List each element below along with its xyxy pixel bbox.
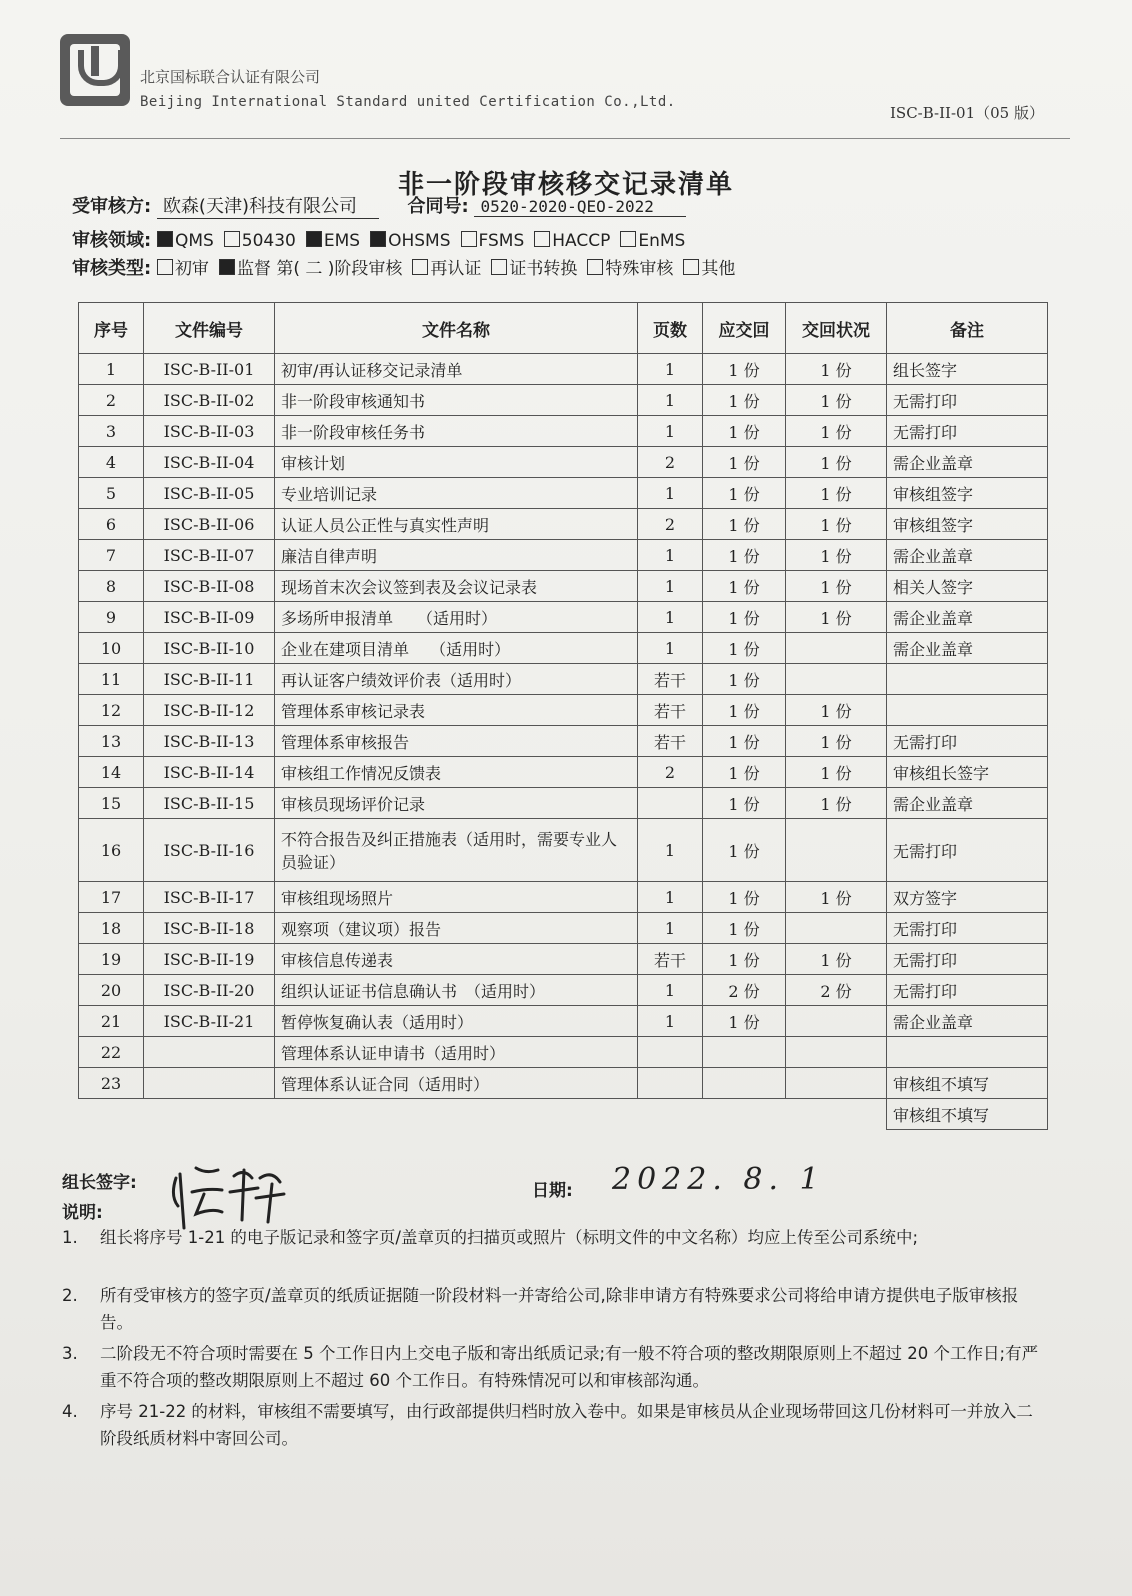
cell-pages: 1 (638, 819, 703, 882)
cell-pages: 1 (638, 602, 703, 633)
option-label: FSMS (478, 231, 525, 251)
type-options (157, 258, 745, 279)
checkbox-checked-icon[interactable] (157, 231, 173, 247)
cell-name: 观察项（建议项）报告 (275, 913, 638, 944)
checkbox-checked-icon[interactable] (370, 231, 386, 247)
cell-due: 1 份 (703, 540, 786, 571)
cell-pages: 1 (638, 882, 703, 913)
cell-no: 4 (79, 447, 144, 478)
cell-pages: 1 (638, 416, 703, 447)
cell-due: 1 份 (703, 447, 786, 478)
cell-pages (638, 1037, 703, 1068)
domain-row (72, 226, 695, 252)
cell-due: 2 份 (703, 975, 786, 1006)
checkbox-checked-icon[interactable] (306, 231, 322, 247)
table-row (79, 819, 1048, 882)
checkbox-empty-icon[interactable] (620, 231, 636, 247)
notes-label: 说明: (62, 1203, 103, 1223)
checkbox-empty-icon[interactable] (683, 259, 699, 275)
cell-due: 1 份 (703, 913, 786, 944)
col-pages: 页数 (638, 303, 703, 354)
blank-cell (638, 1099, 703, 1130)
note-item: 3. 二阶段无不符合项时需要在 5 个工作日内上交电子版和寄出纸质记录;有一般不符合项的整改期限原则上不超过 20 个工作日;有严重不符合项的整改期限原则上不超过 60 个工作日。有特殊情况可以和审核部沟通。 (62, 1344, 1039, 1390)
cell-no: 16 (79, 819, 144, 882)
cell-returned: 2 份 (786, 975, 887, 1006)
cell-remark: 审核组不填写 (887, 1068, 1048, 1099)
cell-remark: 需企业盖章 (887, 540, 1048, 571)
cell-returned: 1 份 (786, 726, 887, 757)
table-row (79, 478, 1048, 509)
option-label: 证书转换 (509, 259, 578, 279)
transfer-record-table (78, 302, 1048, 1130)
cell-remark: 无需打印 (887, 913, 1048, 944)
cell-no: 3 (79, 416, 144, 447)
date-value: 2022. 8. 1 (612, 1162, 825, 1197)
company-name-cn: 北京国标联合认证有限公司 (140, 68, 321, 86)
cell-code: ISC-B-II-18 (144, 913, 275, 944)
cell-no: 5 (79, 478, 144, 509)
cell-name: 暂停恢复确认表（适用时） (275, 1006, 638, 1037)
col-code: 文件编号 (144, 303, 275, 354)
cell-returned (786, 913, 887, 944)
cell-due: 1 份 (703, 1006, 786, 1037)
cell-no: 20 (79, 975, 144, 1006)
table-row (79, 757, 1048, 788)
option-domains-4[interactable] (461, 231, 525, 251)
cell-remark: 需企业盖章 (887, 633, 1048, 664)
cell-remark (887, 1037, 1048, 1068)
cell-code: ISC-B-II-11 (144, 664, 275, 695)
col-name: 文件名称 (275, 303, 638, 354)
option-label: 监督 第( 二 )阶段审核 (236, 259, 403, 279)
table-row (79, 664, 1048, 695)
cell-pages: 1 (638, 540, 703, 571)
table-row (79, 695, 1048, 726)
option-label: EMS (323, 231, 361, 251)
note-item: 4. 序号 21-22 的材料，审核组不需要填写，由行政部提供归档时放入卷中。如果是审核员从企业现场带回这几份材料可一并放入二阶段纸质材料中寄回公司。 (62, 1402, 1033, 1448)
option-types-4[interactable] (587, 259, 673, 279)
note-item: 1. 组长将序号 1-21 的电子版记录和签字页/盖章页的扫描页或照片（标明文件的中文名称）均应上传至公司系统中; (62, 1228, 919, 1247)
blank-cell (703, 1099, 786, 1130)
table-row (79, 509, 1048, 540)
cell-no: 23 (79, 1068, 144, 1099)
cell-no: 14 (79, 757, 144, 788)
cell-remark (887, 664, 1048, 695)
cell-pages: 2 (638, 509, 703, 540)
option-label: HACCP (552, 231, 611, 251)
cell-remark: 审核组签字 (887, 478, 1048, 509)
col-remark: 备注 (887, 303, 1048, 354)
cell-remark: 无需打印 (887, 385, 1048, 416)
checkbox-empty-icon[interactable] (157, 259, 173, 275)
cell-name: 管理体系认证合同（适用时） (275, 1068, 638, 1099)
option-label: OHSMS (388, 231, 451, 251)
table-row (79, 385, 1048, 416)
cell-returned: 1 份 (786, 509, 887, 540)
cell-remark: 无需打印 (887, 944, 1048, 975)
cell-due: 1 份 (703, 664, 786, 695)
cell-no: 18 (79, 913, 144, 944)
cell-name: 非一阶段审核通知书 (275, 385, 638, 416)
table-row (79, 447, 1048, 478)
cell-remark: 无需打印 (887, 819, 1048, 882)
option-domains-0[interactable] (157, 231, 214, 251)
cell-no: 1 (79, 354, 144, 385)
cell-due: 1 份 (703, 944, 786, 975)
cell-due: 1 份 (703, 416, 786, 447)
cell-code: ISC-B-II-21 (144, 1006, 275, 1037)
cell-name: 廉洁自律声明 (275, 540, 638, 571)
option-types-0[interactable] (157, 259, 209, 279)
table-row (79, 1006, 1048, 1037)
cell-name: 现场首末次会议签到表及会议记录表 (275, 571, 638, 602)
checkbox-empty-icon[interactable] (461, 231, 477, 247)
cell-code (144, 1037, 275, 1068)
cell-due (703, 1068, 786, 1099)
option-label: 再认证 (430, 259, 482, 279)
cell-remark: 需企业盖章 (887, 788, 1048, 819)
col-no: 序号 (79, 303, 144, 354)
cell-due: 1 份 (703, 757, 786, 788)
blank-cell (786, 1099, 887, 1130)
cell-code: ISC-B-II-10 (144, 633, 275, 664)
cell-code: ISC-B-II-03 (144, 416, 275, 447)
cell-remark: 无需打印 (887, 416, 1048, 447)
option-domains-2[interactable] (306, 231, 360, 251)
cell-no: 2 (79, 385, 144, 416)
cell-pages: 若干 (638, 944, 703, 975)
cell-returned: 1 份 (786, 602, 887, 633)
table-row (79, 633, 1048, 664)
cell-name: 再认证客户绩效评价表（适用时） (275, 664, 638, 695)
table-row (79, 540, 1048, 571)
option-types-5[interactable] (683, 259, 735, 279)
cell-name: 管理体系审核记录表 (275, 695, 638, 726)
cell-code: ISC-B-II-15 (144, 788, 275, 819)
table-row (79, 882, 1048, 913)
auditee-label: 受审核方: (72, 196, 152, 217)
cell-code: ISC-B-II-09 (144, 602, 275, 633)
cell-name: 企业在建项目清单 （适用时） (275, 633, 638, 664)
document-title: 非一阶段审核移交记录清单 (397, 170, 734, 200)
cell-returned (786, 1068, 887, 1099)
cell-returned: 1 份 (786, 788, 887, 819)
cell-no: 22 (79, 1037, 144, 1068)
cell-pages: 2 (638, 757, 703, 788)
option-types-2[interactable] (412, 259, 481, 279)
cell-remark: 审核组签字 (887, 509, 1048, 540)
cell-returned: 1 份 (786, 757, 887, 788)
cell-no: 17 (79, 882, 144, 913)
col-due: 应交回 (703, 303, 786, 354)
option-domains-5[interactable] (534, 231, 610, 251)
cell-remark: 需企业盖章 (887, 447, 1048, 478)
table-row (79, 944, 1048, 975)
certification-logo-icon (60, 34, 130, 106)
cell-returned (786, 1006, 887, 1037)
option-label: 初审 (174, 259, 209, 279)
cell-name: 专业培训记录 (275, 478, 638, 509)
table-row (79, 416, 1048, 447)
checkbox-empty-icon[interactable] (534, 231, 550, 247)
cell-remark: 相关人签字 (887, 571, 1048, 602)
cell-name: 审核计划 (275, 447, 638, 478)
cell-code: ISC-B-II-19 (144, 944, 275, 975)
date-label: 日期: (532, 1181, 573, 1201)
table-row (79, 1068, 1048, 1099)
blank-cell (144, 1099, 275, 1130)
cell-name: 认证人员公正性与真实性声明 (275, 509, 638, 540)
cell-due: 1 份 (703, 509, 786, 540)
table-row (79, 602, 1048, 633)
table-header-row (79, 303, 1048, 354)
cell-returned: 1 份 (786, 478, 887, 509)
cell-due (703, 1037, 786, 1068)
cell-pages: 1 (638, 385, 703, 416)
cell-remark: 审核组不填写 (887, 1099, 1048, 1130)
cell-code: ISC-B-II-16 (144, 819, 275, 882)
cell-name: 管理体系认证申请书（适用时） (275, 1037, 638, 1068)
cell-code: ISC-B-II-13 (144, 726, 275, 757)
table-row (79, 913, 1048, 944)
cell-name: 组织认证证书信息确认书 （适用时） (275, 975, 638, 1006)
cell-returned (786, 819, 887, 882)
cell-code: ISC-B-II-06 (144, 509, 275, 540)
cell-remark (887, 695, 1048, 726)
table-row (79, 788, 1048, 819)
cell-pages: 2 (638, 447, 703, 478)
table-row (79, 975, 1048, 1006)
cell-returned: 1 份 (786, 882, 887, 913)
cell-name: 审核员现场评价记录 (275, 788, 638, 819)
cell-due: 1 份 (703, 726, 786, 757)
cell-code: ISC-B-II-20 (144, 975, 275, 1006)
cell-pages: 若干 (638, 664, 703, 695)
cell-pages: 1 (638, 1006, 703, 1037)
cell-code: ISC-B-II-04 (144, 447, 275, 478)
cell-pages: 1 (638, 478, 703, 509)
option-label: 其他 (701, 259, 736, 279)
cell-name: 审核组工作情况反馈表 (275, 757, 638, 788)
cell-code: ISC-B-II-08 (144, 571, 275, 602)
cell-returned (786, 633, 887, 664)
cell-due: 1 份 (703, 478, 786, 509)
option-types-1[interactable] (219, 259, 402, 279)
checkbox-empty-icon[interactable] (412, 259, 428, 275)
cell-no: 10 (79, 633, 144, 664)
cell-code: ISC-B-II-17 (144, 882, 275, 913)
table-row (79, 1037, 1048, 1068)
cell-name: 初审/再认证移交记录清单 (275, 354, 638, 385)
cell-due: 1 份 (703, 571, 786, 602)
cell-due: 1 份 (703, 633, 786, 664)
cell-code: ISC-B-II-07 (144, 540, 275, 571)
table-row (79, 571, 1048, 602)
cell-remark: 审核组长签字 (887, 757, 1048, 788)
cell-due: 1 份 (703, 788, 786, 819)
cell-remark: 无需打印 (887, 726, 1048, 757)
cell-code: ISC-B-II-14 (144, 757, 275, 788)
cell-no: 12 (79, 695, 144, 726)
cell-no: 8 (79, 571, 144, 602)
cell-returned: 1 份 (786, 695, 887, 726)
blank-cell (275, 1099, 638, 1130)
cell-no: 11 (79, 664, 144, 695)
cell-no: 13 (79, 726, 144, 757)
table-row (79, 354, 1048, 385)
cell-returned: 1 份 (786, 447, 887, 478)
header-divider (60, 138, 1070, 139)
cell-pages (638, 1068, 703, 1099)
cell-due: 1 份 (703, 354, 786, 385)
contract-value: 0520-2020-QEO-2022 (474, 197, 686, 217)
cell-no: 21 (79, 1006, 144, 1037)
cell-code: ISC-B-II-05 (144, 478, 275, 509)
cell-name: 审核组现场照片 (275, 882, 638, 913)
cell-pages: 1 (638, 354, 703, 385)
cell-returned (786, 1037, 887, 1068)
option-label: QMS (174, 231, 214, 251)
cell-name: 管理体系审核报告 (275, 726, 638, 757)
contract-label: 合同号: (407, 196, 469, 217)
cell-pages: 1 (638, 975, 703, 1006)
auditee-row (72, 192, 686, 219)
cell-no: 15 (79, 788, 144, 819)
cell-code: ISC-B-II-12 (144, 695, 275, 726)
cell-remark: 组长签字 (887, 354, 1048, 385)
cell-code: ISC-B-II-02 (144, 385, 275, 416)
cell-returned: 1 份 (786, 571, 887, 602)
cell-remark: 无需打印 (887, 975, 1048, 1006)
note-item: 2. 所有受审核方的签字页/盖章页的纸质证据随一阶段材料一并寄给公司,除非申请方有特殊要求公司将给申请方提供电子版审核报告。 (62, 1286, 1019, 1332)
option-domains-6[interactable] (620, 231, 685, 251)
cell-name: 审核信息传递表 (275, 944, 638, 975)
cell-remark: 双方签字 (887, 882, 1048, 913)
company-name-en: Beijing International Standard united Certification Co.,Ltd. (140, 94, 676, 110)
cell-pages (638, 788, 703, 819)
cell-name: 多场所申报清单 （适用时） (275, 602, 638, 633)
type-row (72, 254, 745, 280)
cell-remark: 需企业盖章 (887, 602, 1048, 633)
option-label: 特殊审核 (605, 259, 674, 279)
cell-pages: 1 (638, 633, 703, 664)
cell-returned: 1 份 (786, 385, 887, 416)
cell-returned: 1 份 (786, 354, 887, 385)
auditee-value: 欧森(天津)科技有限公司 (157, 192, 379, 219)
checkbox-empty-icon[interactable] (587, 259, 603, 275)
cell-pages: 1 (638, 913, 703, 944)
cell-code (144, 1068, 275, 1099)
cell-name: 非一阶段审核任务书 (275, 416, 638, 447)
cell-returned: 1 份 (786, 416, 887, 447)
type-label: 审核类型: (72, 258, 152, 279)
cell-returned: 1 份 (786, 944, 887, 975)
cell-code: ISC-B-II-01 (144, 354, 275, 385)
option-types-3[interactable] (491, 259, 577, 279)
cell-no: 9 (79, 602, 144, 633)
cell-pages: 1 (638, 571, 703, 602)
cell-no: 19 (79, 944, 144, 975)
domain-label: 审核领域: (72, 230, 152, 251)
checkbox-empty-icon[interactable] (491, 259, 507, 275)
cell-returned (786, 664, 887, 695)
checkbox-empty-icon[interactable] (224, 231, 240, 247)
blank-cell (79, 1099, 144, 1130)
cell-remark: 需企业盖章 (887, 1006, 1048, 1037)
cell-no: 6 (79, 509, 144, 540)
table-row (79, 726, 1048, 757)
table-row (79, 1099, 1048, 1130)
col-returned: 交回状况 (786, 303, 887, 354)
cell-due: 1 份 (703, 882, 786, 913)
cell-pages: 若干 (638, 726, 703, 757)
cell-due: 1 份 (703, 695, 786, 726)
option-domains-3[interactable] (370, 231, 450, 251)
option-label: 50430 (241, 231, 296, 251)
cell-due: 1 份 (703, 819, 786, 882)
domain-options (157, 230, 695, 251)
cell-no: 7 (79, 540, 144, 571)
checkbox-checked-icon[interactable] (219, 259, 235, 275)
option-label: EnMS (638, 231, 686, 251)
cell-returned: 1 份 (786, 540, 887, 571)
cell-name: 不符合报告及纠正措施表（适用时，需要专业人员验证） (275, 819, 638, 882)
document-code: ISC-B-II-01（05 版） (890, 104, 1044, 122)
cell-due: 1 份 (703, 602, 786, 633)
cell-pages: 若干 (638, 695, 703, 726)
cell-due: 1 份 (703, 385, 786, 416)
leader-signature-label: 组长签字: (62, 1173, 137, 1193)
option-domains-1[interactable] (224, 231, 296, 251)
